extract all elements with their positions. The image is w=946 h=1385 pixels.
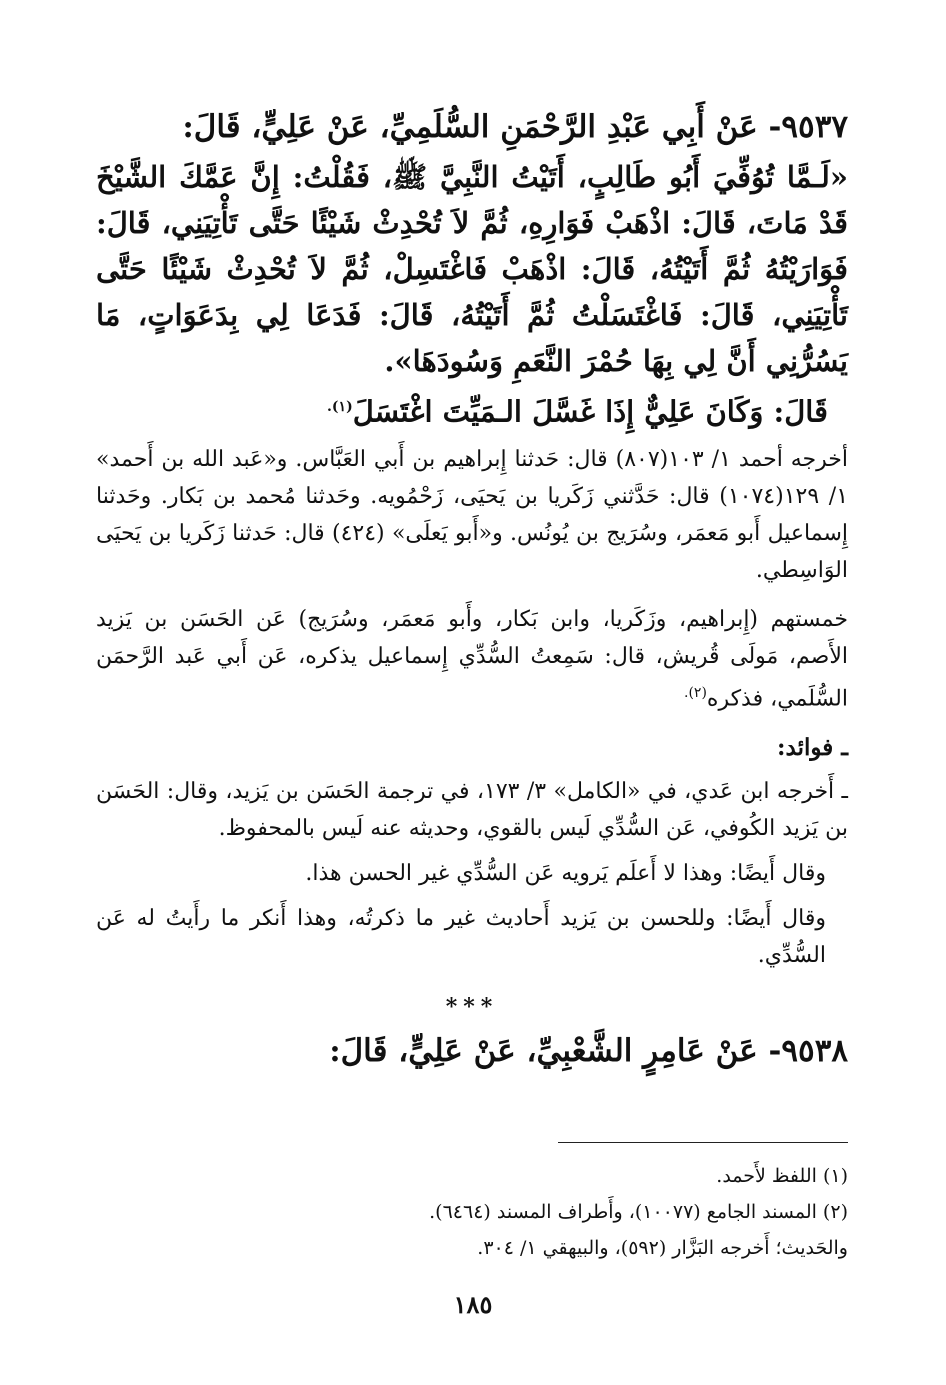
takhrij-paragraph-2-text: خمستهم (إِبراهيم، وزَكَريا، وابن بَكار، وأَبو مَعمَر، وسُرَيج) عَن الحَسَن بن يَزيد الأَصم، مَولَى قُريش، قال: سَمِعتُ السُّدِّي إِسماعيل يذكره، عَن أَبي عَبد الرَّحمَن السُّلَمي، فذكره xyxy=(96,606,848,711)
footnote-ref-1: (١). xyxy=(327,399,353,415)
takhrij-paragraph-1: أخرجه أحمد ١/ ١٠٣(٨٠٧) قال: حَدثنا إِبراهيم بن أَبي العَبَّاس. و«عَبد الله بن أَحمد» ١/ ١٢٩(١٠٧٤) قال: حَدَّثني زَكَريا بن يَحيَى، زَحْمُويه. وحَدثنا مُحمد بن بَكار. وحَدثنا إِسماعيل أَبو مَعمَر، وسُرَيج بن يُونُس. و«أَبو يَعلَى» (٤٢٤) قال: حَدثنا زَكَريا بن يَحيَى الوَاسِطي. xyxy=(96,446,849,583)
fawaid-title: ـ فوائد: xyxy=(777,733,848,761)
footnote-3: والحَديث؛ أَخرجه البَزَّار (٥٩٢)، والبيهقي ١/ ٣٠٤. xyxy=(477,1237,848,1259)
main-content xyxy=(96,104,848,1078)
page-number: ١٨٥ xyxy=(453,1290,493,1319)
section-separator: *** xyxy=(445,993,499,1020)
footnotes xyxy=(96,1158,848,1266)
hadith-9537-note-text: قَالَ: وَكَانَ عَلِيٌّ إِذَا غَسَّلَ الـمَيِّتَ اغْتَسَلَ xyxy=(352,394,828,429)
hadith-9537-note xyxy=(96,384,848,435)
footnote-ref-2: (٢). xyxy=(684,684,707,701)
footnote-divider xyxy=(558,1142,848,1143)
fawaid-paragraph-2: وقال أَيضًا: وهذا لا أَعلَم يَرويه عَن السُّدِّي غير الحسن هذا. xyxy=(305,860,826,886)
fawaid-paragraph-1: ـ أَخرجه ابن عَدي، في «الكامل» ٣/ ١٧٣، في ترجمة الحَسَن بن يَزيد، وقال: الحَسَن بن يَزيد الكُوفي، عَن السُّدِّي لَيس بالقوي، وحديثه عنه لَيس بالمحفوظ. xyxy=(96,778,848,841)
takhrij-paragraph-2 xyxy=(96,601,848,717)
hadith-9538-header: ٩٥٣٨- عَنْ عَامِرٍ الشَّعْبِيِّ، عَنْ عَلِيٍّ، قَالَ: xyxy=(329,1032,848,1069)
hadith-9537-header: ٩٥٣٧- عَنْ أَبِي عَبْدِ الرَّحْمَنِ السُّلَمِيِّ، عَنْ عَلِيٍّ، قَالَ: xyxy=(182,109,848,145)
footnote-2: (٢) المسند الجامع (١٠٠٧٧)، وأَطراف المسند (٦٤٦٤). xyxy=(429,1201,848,1223)
footnote-1: (١) اللفظ لأَحمد. xyxy=(716,1165,848,1187)
fawaid-paragraph-3: وقال أَيضًا: وللحسن بن يَزيد أَحاديث غير ما ذكرتُه، وهذا أَنكر ما رأَيتُ له عَن السُّدِّي. xyxy=(96,905,826,968)
hadith-9537-text: «لَـمَّا تُوُفِّيَ أَبُو طَالِبٍ، أَتَيْتُ النَّبِيَّ ﷺ، فَقُلْتُ: إِنَّ عَمَّكَ الشَّيْخَ قَدْ مَاتَ، قَالَ: اذْهَبْ فَوَارِهِ، ثُمَّ لاَ تُحْدِثْ شَيْئًا حَتَّى تَأْتِيَنِي، قَالَ: فَوَارَيْتُهُ ثُمَّ أَتَيْتُهُ، قَالَ: اذْهَبْ فَاغْتَسِلْ، ثُمَّ لاَ تُحْدِثْ شَيْئًا حَتَّى تَأْتِيَنِي، قَالَ: فَاغْتَسَلْتُ ثُمَّ أَتَيْتُهُ، قَالَ: فَدَعَا لِي بِدَعَوَاتٍ، مَا يَسُرُّنِي أَنَّ لِي بِهَا حُمْرَ النَّعَمِ وَسُودَهَا». xyxy=(96,160,848,378)
